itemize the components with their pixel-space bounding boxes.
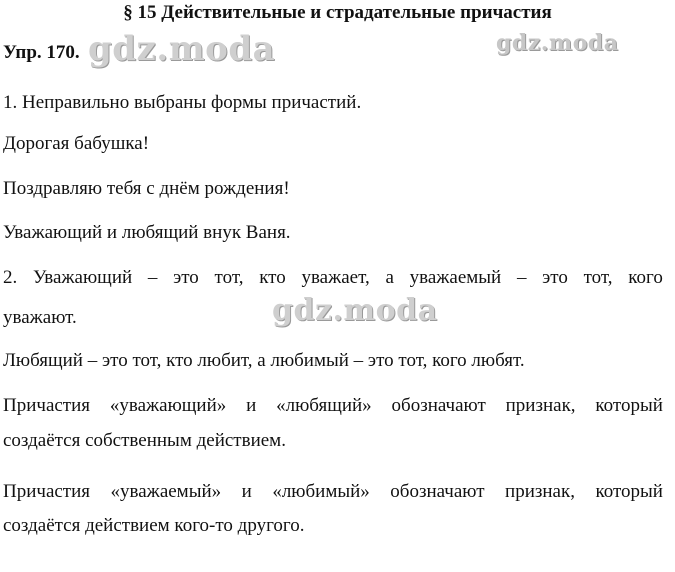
section-title: § 15 Действительные и страдательные причастия (123, 2, 552, 23)
letter-body: Поздравляю тебя с днём рождения! (3, 178, 290, 199)
justified-line (3, 395, 663, 417)
word: это (173, 267, 199, 288)
word: уважает, (301, 267, 370, 288)
word: Уважающий (32, 267, 133, 288)
word: «любимый» (272, 481, 370, 502)
watermark-logo: gdz.moda (496, 30, 619, 56)
exercise-label: Упр. 170. (3, 42, 80, 63)
explanation-paragraph (3, 481, 663, 503)
watermark-logo: gdz.moda (88, 29, 276, 69)
explanation-line-end: создаётся действием кого-то другого. (3, 515, 305, 536)
explanation-line: Любящий – это тот, кто любит, а любимый – это тот, кого любят. (3, 350, 525, 371)
word: «уважаемый» (110, 481, 222, 502)
justified-line (3, 267, 663, 289)
word: и (246, 395, 257, 416)
word: а (385, 267, 394, 288)
letter-greeting: Дорогая бабушка! (3, 133, 150, 154)
word: уважаемый (409, 267, 502, 288)
word: «уважающий» (109, 395, 227, 416)
explanation-paragraph (3, 267, 663, 289)
word: Причастия (3, 395, 91, 416)
word: 2. (3, 267, 18, 288)
word: – (147, 267, 158, 288)
word: обозначают (391, 395, 486, 416)
word: который (595, 395, 663, 416)
explanation-paragraph (3, 395, 663, 417)
watermark-logo: gdz.moda (272, 293, 438, 328)
word: тот, (583, 267, 613, 288)
word: кто (259, 267, 286, 288)
word: признак, (505, 481, 575, 502)
explanation-line-end: создаётся собственным действием. (3, 430, 286, 451)
letter-signature: Уважающий и любящий внук Ваня. (3, 222, 291, 243)
word: это (542, 267, 568, 288)
word: который (595, 481, 663, 502)
explanation-line-end: уважают. (3, 307, 77, 328)
word: – (516, 267, 527, 288)
word: Причастия (3, 481, 91, 502)
word: тот, (214, 267, 244, 288)
word: «любящий» (276, 395, 372, 416)
word: кого (628, 267, 663, 288)
word: и (241, 481, 252, 502)
answer-line: 1. Неправильно выбраны формы причастий. (3, 92, 362, 113)
word: обозначают (390, 481, 485, 502)
word: признак, (505, 395, 576, 416)
justified-line (3, 481, 663, 503)
